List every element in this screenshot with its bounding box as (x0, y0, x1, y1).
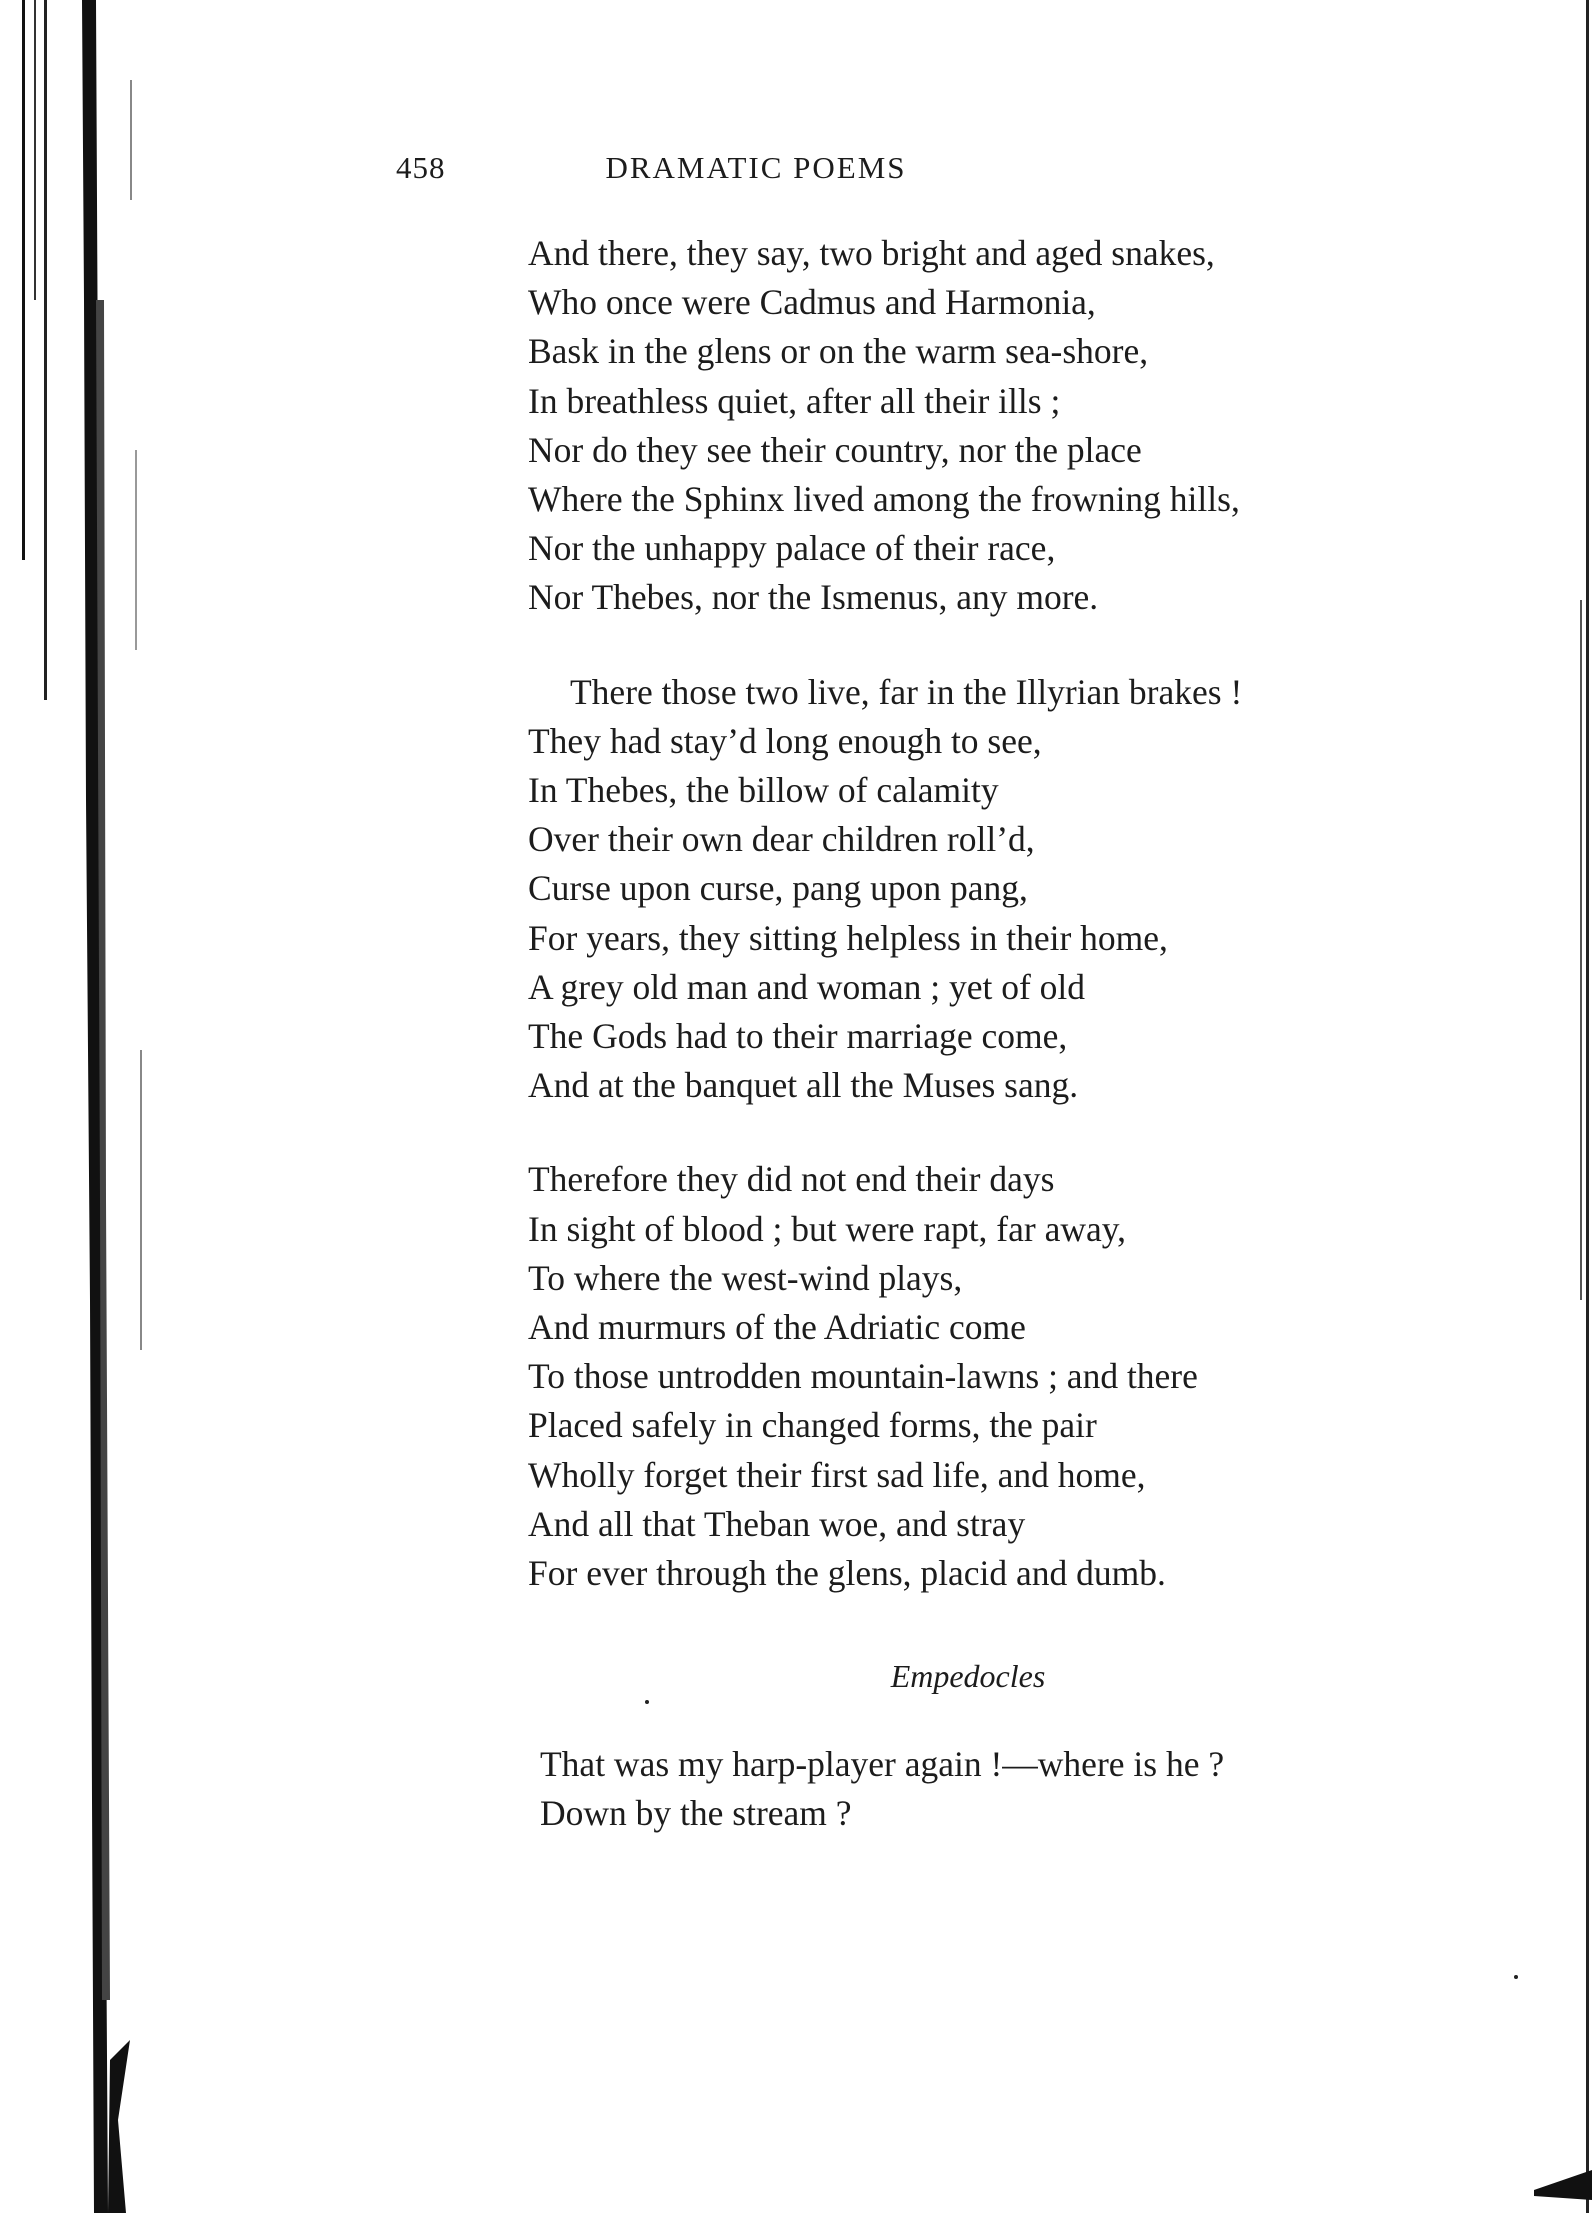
stanza (528, 229, 1408, 623)
page-number: 458 (396, 150, 446, 185)
speech-line: Down by the stream ? (540, 1793, 852, 1834)
page-edge-shadow (1534, 0, 1594, 2213)
verse-line: In sight of blood ; but were rapt, far away, (528, 1208, 1127, 1249)
verse-line: In Thebes, the billow of calamity (528, 770, 999, 811)
verse-line: Nor the unhappy palace of their race, (528, 528, 1056, 569)
verse-line: For ever through the glens, placid and dumb. (528, 1553, 1166, 1594)
verse-line: For years, they sitting helpless in their home, (528, 917, 1168, 958)
speech (540, 1740, 1420, 1838)
speaker-name: Empedocles (890, 1658, 1046, 1694)
verse-line: And there, they say, two bright and aged snakes, (528, 233, 1215, 273)
verse-line: Who once were Cadmus and Harmonia, (528, 282, 1096, 323)
verse-line: Nor do they see their country, nor the place (528, 429, 1142, 470)
verse-line: Where the Sphinx lived among the frowning hills, (528, 479, 1240, 520)
stanza (528, 668, 1408, 1111)
speech-line: That was my harp-player again !—where is he ? (540, 1744, 1225, 1784)
ink-speck (1514, 1975, 1518, 1979)
running-head (396, 150, 1116, 200)
poem-body (528, 229, 1408, 1643)
verse-line: And at the banquet all the Muses sang. (528, 1065, 1079, 1106)
stanza (528, 1155, 1408, 1598)
verse-line: And murmurs of the Adriatic come (528, 1307, 1026, 1348)
verse-line: To those untrodden mountain-lawns ; and there (528, 1356, 1198, 1397)
verse-line: They had stay’d long enough to see, (528, 720, 1042, 761)
verse-line: Over their own dear children roll’d, (528, 819, 1035, 860)
verse-line: Wholly forget their first sad life, and home, (528, 1454, 1146, 1495)
verse-line: To where the west-wind plays, (528, 1257, 963, 1298)
verse-line: There those two live, far in the Illyrian brakes ! (570, 671, 1243, 712)
verse-line: Nor Thebes, nor the Ismenus, any more. (528, 577, 1099, 618)
verse-line: A grey old man and woman ; yet of old (528, 966, 1086, 1007)
verse-line: Placed safely in changed forms, the pair (528, 1405, 1097, 1446)
verse-line: The Gods had to their marriage come, (528, 1016, 1068, 1057)
running-title: DRAMATIC POEMS (605, 150, 907, 185)
verse-line: Curse upon curse, pang upon pang, (528, 868, 1028, 909)
ink-speck (645, 1700, 649, 1704)
verse-line: Therefore they did not end their days (528, 1159, 1055, 1200)
verse-line: Bask in the glens or on the warm sea-shore, (528, 331, 1149, 372)
verse-line: In breathless quiet, after all their ills ; (528, 380, 1061, 421)
binding-shadow (0, 0, 160, 2213)
verse-line: And all that Theban woe, and stray (528, 1503, 1026, 1544)
